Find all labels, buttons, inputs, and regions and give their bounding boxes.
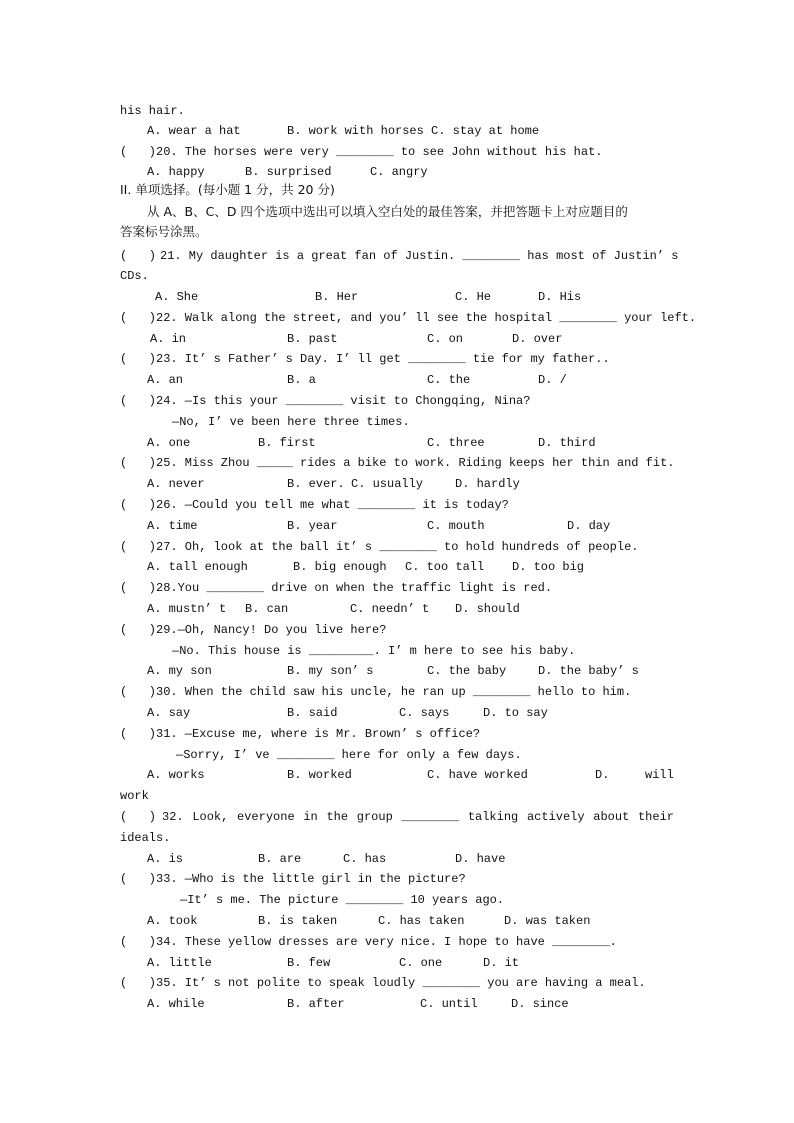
- option-d: D. hardly: [455, 477, 520, 491]
- option-b: B. big enough: [293, 560, 387, 574]
- option-c: C. usually: [351, 477, 424, 491]
- option-d: D. was taken: [504, 914, 591, 928]
- option-c: C. has taken: [378, 914, 465, 928]
- option-a: A. took: [147, 914, 198, 928]
- option-d-label: D.: [595, 768, 610, 782]
- option-d: D. His: [538, 290, 582, 304]
- option-b: B. work with horses C. stay at home: [287, 124, 540, 138]
- option-c: C. the: [427, 373, 471, 387]
- stem-text: 32. Look, everyone in the group ________ talking actively about their: [162, 810, 674, 824]
- option-c: C. one: [399, 956, 443, 970]
- stem-text: 27. Oh, look at the ball it’ s ________ to hold hundreds of people.: [156, 540, 639, 554]
- option-c: C. on: [427, 332, 464, 346]
- q35-options: [0, 996, 569, 1012]
- option-a: A. one: [147, 436, 191, 450]
- stem-text: 20. The horses were very ________ to see John without his hat.: [156, 145, 603, 159]
- answer-bracket: ( ): [120, 581, 157, 595]
- answer-bracket: ( ): [120, 352, 157, 366]
- option-d: D. to say: [483, 706, 548, 720]
- q22-options: [0, 331, 563, 347]
- option-c: C. angry: [370, 165, 428, 179]
- answer-bracket: ( ): [120, 456, 157, 470]
- option-a: A. never: [147, 477, 205, 491]
- option-d: D. have: [455, 852, 506, 866]
- reply-text: —No. This house is _________. I’ m here to see his baby.: [172, 644, 576, 658]
- answer-bracket: ( ): [120, 810, 157, 824]
- q20-options: [0, 164, 428, 180]
- answer-bracket: ( ): [120, 145, 157, 159]
- option-a: A. an: [147, 373, 184, 387]
- option-a: A. time: [147, 519, 198, 533]
- stem-text: 29.—Oh, Nancy! Do you live here?: [156, 623, 387, 637]
- option-d: D. over: [512, 332, 563, 346]
- stem-text: 31. —Excuse me, where is Mr. Brown’ s office?: [156, 727, 481, 741]
- option-d: D. /: [538, 373, 567, 387]
- option-b: B. is taken: [258, 914, 338, 928]
- q19-options: [0, 123, 540, 139]
- stem-text: 23. It’ s Father’ s Day. I’ ll get ________ tie for my father..: [156, 352, 610, 366]
- option-c: C. three: [427, 436, 485, 450]
- answer-bracket: ( ): [120, 623, 157, 637]
- q33-options: [0, 913, 591, 929]
- option-b: B. after: [287, 997, 345, 1011]
- option-a: A. in: [150, 332, 187, 346]
- answer-bracket: ( ): [120, 249, 157, 263]
- answer-bracket: ( ): [120, 935, 157, 949]
- option-b: B. can: [245, 602, 289, 616]
- option-c: C. He: [455, 290, 492, 304]
- option-b: B. Her: [315, 290, 359, 304]
- q32-options: [0, 851, 506, 867]
- option-a: A. She: [155, 290, 199, 304]
- option-b: B. surprised: [245, 165, 332, 179]
- option-d: D. should: [455, 602, 520, 616]
- stem-text: 21. My daughter is a great fan of Justin. ________ has most of Justin’ s: [160, 249, 679, 263]
- answer-bracket: ( ): [120, 394, 157, 408]
- option-a: A. my son: [147, 664, 212, 678]
- stem-text: 33. —Who is the little girl in the picture?: [156, 872, 466, 886]
- q29-options: [0, 663, 639, 679]
- option-d: D. since: [511, 997, 569, 1011]
- option-a: A. tall enough: [147, 560, 248, 574]
- option-b: B. are: [258, 852, 302, 866]
- option-b: B. ever.: [287, 477, 345, 491]
- instruction-line-2: 答案标号涂黑。: [120, 224, 208, 239]
- option-d: D. too big: [512, 560, 585, 574]
- option-b: B. said: [287, 706, 338, 720]
- stem-text: 25. Miss Zhou _____ rides a bike to work. Riding keeps her thin and fit.: [156, 456, 675, 470]
- option-a: A. say: [147, 706, 191, 720]
- reply-text: —It’ s me. The picture ________ 10 years ago.: [180, 893, 505, 907]
- answer-bracket: ( ): [120, 498, 157, 512]
- option-a: A. happy: [147, 165, 205, 179]
- option-c: C. have worked: [427, 768, 528, 782]
- option-c: C. the baby: [427, 664, 507, 678]
- stem-text: his hair.: [120, 104, 185, 118]
- q30-options: [0, 705, 548, 721]
- option-a: A. works: [147, 768, 205, 782]
- answer-bracket: ( ): [120, 685, 157, 699]
- option-d: D. day: [567, 519, 611, 533]
- reply-text: —No, I’ ve been here three times.: [172, 415, 410, 429]
- option-a: A. little: [147, 956, 212, 970]
- stem-text: CDs.: [120, 269, 149, 283]
- stem-text: 26. —Could you tell me what ________ it is today?: [156, 498, 509, 512]
- option-b: B. first: [258, 436, 316, 450]
- option-c: C. has: [343, 852, 387, 866]
- option-c: C. until: [420, 997, 478, 1011]
- option-c: C. too tall: [405, 560, 485, 574]
- stem-text: 30. When the child saw his uncle, he ran up ________ hello to him.: [156, 685, 632, 699]
- stem-text: 35. It’ s not polite to speak loudly ________ you are having a meal.: [156, 976, 646, 990]
- option-d-text-cont: work: [120, 789, 149, 803]
- stem-text: 28.You ________ drive on when the traffic light is red.: [156, 581, 553, 595]
- q25-options: [0, 476, 520, 492]
- stem-text: 22. Walk along the street, and you’ ll see the hospital ________ your left.: [156, 311, 697, 325]
- q34-options: [0, 955, 520, 971]
- q28-options: [0, 601, 520, 617]
- option-d-text: will: [645, 768, 674, 782]
- option-a: A. wear a hat: [147, 124, 241, 138]
- q31-options: [0, 767, 674, 783]
- option-c: C. says: [399, 706, 450, 720]
- option-a: A. is: [147, 852, 184, 866]
- option-a: A. mustn’ t: [147, 602, 227, 616]
- instruction-line-1: 从 A、B、C、D 四个选项中选出可以填入空白处的最佳答案，并把答题卡上对应题目的: [147, 204, 628, 219]
- option-c: C. mouth: [427, 519, 485, 533]
- stem-text: 34. These yellow dresses are very nice. I hope to have ________.: [156, 935, 617, 949]
- q24-options: [0, 435, 596, 451]
- option-a: A. while: [147, 997, 205, 1011]
- answer-bracket: ( ): [120, 872, 157, 886]
- q27-options: [0, 559, 585, 575]
- option-b: B. a: [287, 373, 316, 387]
- option-b: B. worked: [287, 768, 352, 782]
- option-c: C. needn’ t: [350, 602, 430, 616]
- answer-bracket: ( ): [120, 311, 157, 325]
- answer-bracket: ( ): [120, 976, 157, 990]
- option-b: B. my son’ s: [287, 664, 374, 678]
- stem-text: 24. —Is this your ________ visit to Chongqing, Nina?: [156, 394, 531, 408]
- answer-bracket: ( ): [120, 540, 157, 554]
- section-title-text: II. 单项选择。(每小题 1 分，共 20 分): [120, 182, 335, 197]
- option-d: D. third: [538, 436, 596, 450]
- option-b: B. past: [287, 332, 338, 346]
- q26-options: [0, 518, 611, 534]
- stem-text: ideals.: [120, 831, 171, 845]
- option-d: D. the baby’ s: [538, 664, 639, 678]
- answer-bracket: ( ): [120, 727, 157, 741]
- q21-options: [0, 289, 582, 305]
- reply-text: —Sorry, I’ ve ________ here for only a few days.: [176, 748, 522, 762]
- option-d: D. it: [483, 956, 520, 970]
- option-b: B. few: [287, 956, 331, 970]
- q23-options: [0, 372, 567, 388]
- option-b: B. year: [287, 519, 338, 533]
